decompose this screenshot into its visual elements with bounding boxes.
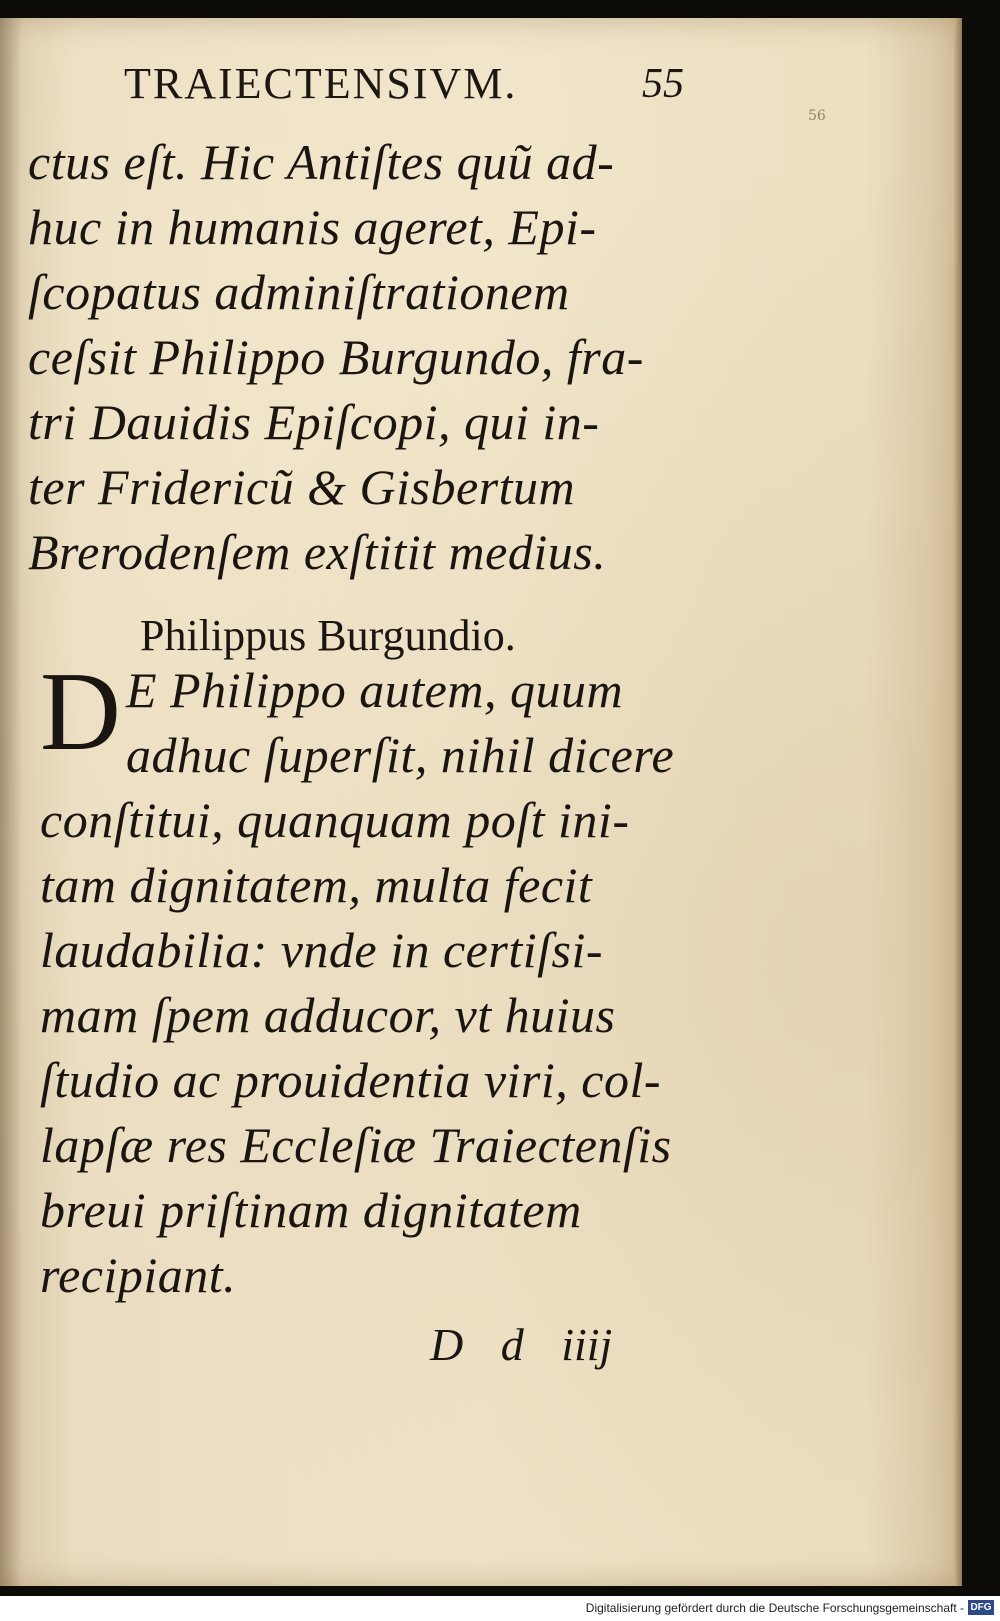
signature-mark: D d iiij xyxy=(430,1319,613,1370)
page-edge xyxy=(954,18,962,1586)
text-line: Brerodenſem exſtitit medius. xyxy=(28,524,607,580)
text-line: ceſsit Philippo Burgundo, fra- xyxy=(28,329,644,385)
text-line: tri Dauidis Epiſcopi, qui in- xyxy=(28,394,600,450)
text-line: mam ſpem adducor, vt huius xyxy=(40,987,616,1043)
text-line: laudabilia: vnde in certiſsi- xyxy=(40,922,604,978)
text-line: ſcopatus adminiſtrationem xyxy=(28,264,570,320)
text-line: ctus eſt. Hic Antiſtes quũ ad- xyxy=(28,134,615,190)
text-line: conſtitui, quanquam poſt ini- xyxy=(40,792,630,848)
running-head xyxy=(124,58,684,118)
text-line: lapſæ res Eccleſiæ Traiectenſis xyxy=(40,1117,672,1173)
text-line: huc in humanis ageret, Epi- xyxy=(28,199,597,255)
text-line: E Philippo autem, quum xyxy=(126,662,624,718)
text-line: adhuc ſuperſit, nihil dicere xyxy=(126,727,675,783)
drop-cap: D xyxy=(40,650,121,774)
text-line: ſtudio ac prouidentia viri, col- xyxy=(40,1052,662,1108)
running-title: TRAIECTENSIVM. xyxy=(124,59,518,108)
footer-credit: Digitalisierung gefördert durch die Deutsche Forschungsgemeinschaft - xyxy=(585,1601,964,1615)
footer-bar xyxy=(0,1596,1000,1621)
section-heading: Philippus Burgundio. xyxy=(140,611,516,660)
text-line: recipiant. xyxy=(40,1247,237,1303)
text-line: breui priſtinam dignitatem xyxy=(40,1182,582,1238)
paragraph-1 xyxy=(28,130,708,585)
page-number: 55 xyxy=(642,61,684,107)
text-line: ter Fridericũ & Gisbertum xyxy=(28,459,576,515)
folio-mark: 56 xyxy=(808,108,826,124)
spine-shadow xyxy=(0,18,22,1586)
text-line: tam dignitatem, multa fecit xyxy=(40,857,593,913)
book-page xyxy=(0,18,962,1586)
paragraph-2 xyxy=(40,650,720,1308)
dfg-logo: DFG xyxy=(968,1600,994,1615)
